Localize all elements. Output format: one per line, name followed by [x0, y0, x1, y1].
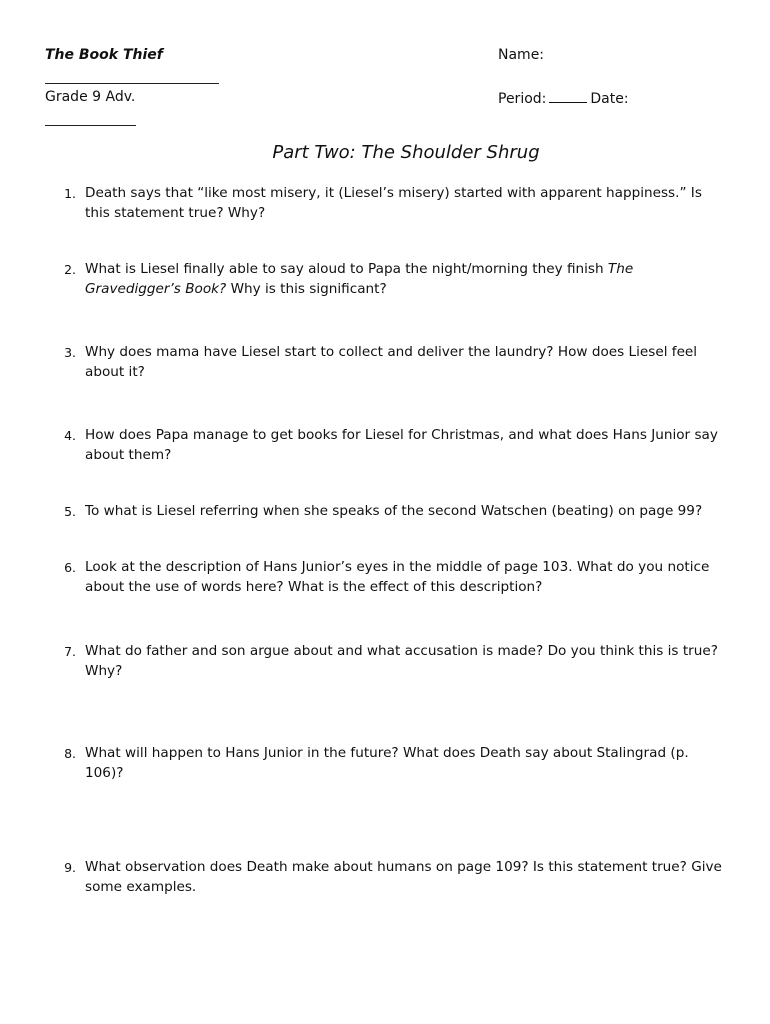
section-title: Part Two: The Shoulder Shrug — [272, 142, 540, 163]
question-text: To what is Liesel referring when she speaks of the second Watschen (beating) on page 99? — [85, 503, 703, 519]
question-text: What is Liesel finally able to say aloud to Papa the night/morning they finish The Gravedigger’s Book? Why is this significant? — [85, 261, 634, 297]
question-1 — [60, 184, 730, 223]
question-number: 6. — [64, 560, 76, 575]
question-number: 8. — [64, 746, 76, 761]
question-text: What do father and son argue about and what accusation is made? Do you think this is true? Why? — [85, 643, 718, 679]
book-reference: The Gravedigger’s Book? — [85, 261, 634, 297]
question-text: What will happen to Hans Junior in the future? What does Death say about Stalingrad (p. 106)? — [85, 745, 689, 781]
period-blank — [549, 89, 587, 103]
question-4 — [60, 426, 730, 465]
name-underline — [45, 83, 219, 84]
question-number: 4. — [64, 428, 76, 443]
period-date-line — [498, 89, 629, 108]
question-number: 9. — [64, 860, 76, 875]
question-number: 7. — [64, 644, 76, 659]
date-underline — [45, 125, 136, 126]
question-text: Death says that “like most misery, it (Liesel’s misery) started with apparent happiness.” Is this statement true? Why? — [85, 185, 702, 221]
question-number: 1. — [64, 186, 76, 201]
period-label: Period: — [498, 91, 547, 107]
book-title: The Book Thief — [45, 47, 163, 63]
question-number: 5. — [64, 504, 76, 519]
question-6 — [60, 558, 730, 597]
question-text: How does Papa manage to get books for Liesel for Christmas, and what does Hans Junior say about them? — [85, 427, 718, 463]
question-9 — [60, 858, 730, 897]
question-text: What observation does Death make about humans on page 109? Is this statement true? Give some examples. — [85, 859, 722, 895]
question-number: 2. — [64, 262, 76, 277]
question-7 — [60, 642, 730, 681]
question-3 — [60, 343, 730, 382]
question-text: Look at the description of Hans Junior’s eyes in the middle of page 103. What do you notice about the use of words here? What is the effect of this description? — [85, 559, 710, 595]
question-8 — [60, 744, 730, 783]
question-5 — [60, 502, 730, 522]
question-text: Why does mama have Liesel start to collect and deliver the laundry? How does Liesel feel about it? — [85, 344, 698, 380]
name-label: Name: — [498, 47, 545, 63]
grade-label: Grade 9 Adv. — [45, 89, 136, 105]
date-label: Date: — [590, 91, 629, 107]
question-2 — [60, 260, 730, 299]
question-number: 3. — [64, 345, 76, 360]
